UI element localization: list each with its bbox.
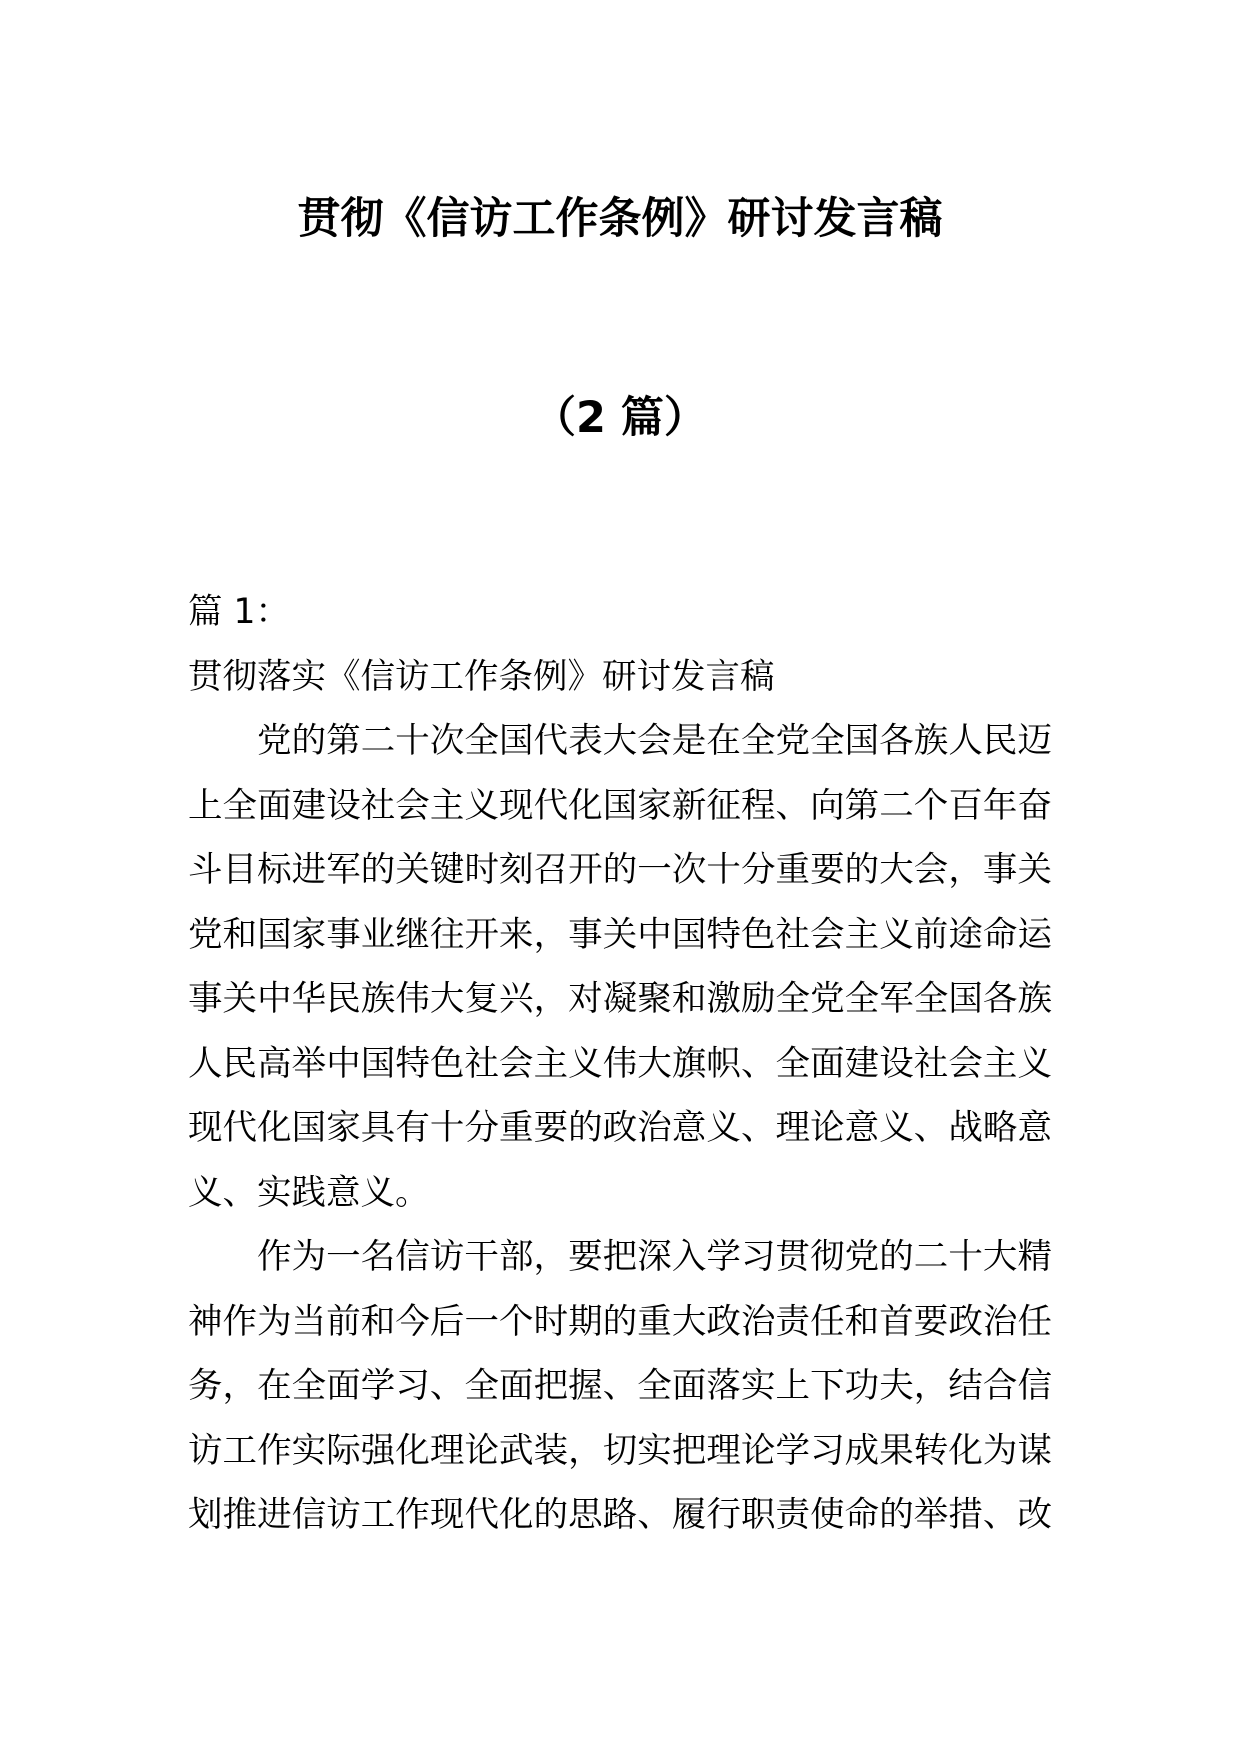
paragraph-line: 划推进信访工作现代化的思路、履行职责使命的举措、改	[188, 1495, 1052, 1535]
paragraph-line: 现代化国家具有十分重要的政治意义、理论意义、战略意	[188, 1108, 1052, 1148]
paragraph-line: 访工作实际强化理论武装，切实把理论学习成果转化为谋	[188, 1430, 1052, 1471]
paragraph-line: 神作为当前和今后一个时期的重大政治责任和首要政治任	[188, 1301, 1052, 1342]
paragraph-line: 作为一名信访干部，要把深入学习贯彻党的二十大精	[257, 1237, 1052, 1277]
section-title: 贯彻落实《信访工作条例》研讨发言稿	[188, 656, 775, 697]
paragraph-line: 务，在全面学习、全面把握、全面落实上下功夫，结合信	[188, 1366, 1052, 1406]
paragraph-line: 义、实践意义。	[188, 1172, 430, 1213]
section-label: 篇 1：	[188, 592, 290, 632]
paragraph-line: 斗目标进军的关键时刻召开的一次十分重要的大会，事关	[188, 850, 1052, 890]
paragraph-line: 人民高举中国特色社会主义伟大旗帜、全面建设社会主义	[188, 1043, 1052, 1084]
document-body	[188, 580, 1052, 1548]
paragraph-line: 党的第二十次全国代表大会是在全党全国各族人民迈	[257, 721, 1052, 761]
document-title: 贯彻《信访工作条例》研讨发言稿	[297, 194, 943, 244]
paragraph-line: 党和国家事业继往开来，事关中国特色社会主义前途命运	[188, 914, 1052, 955]
paragraph-2	[188, 1225, 1052, 1548]
paragraph-line: 上全面建设社会主义现代化国家新征程、向第二个百年奋	[188, 785, 1052, 826]
paragraph-line: 事关中华民族伟大复兴，对凝聚和激励全党全军全国各族	[188, 979, 1052, 1019]
document-subtitle: （2 篇）	[533, 393, 707, 443]
paragraph-1	[188, 709, 1052, 1225]
